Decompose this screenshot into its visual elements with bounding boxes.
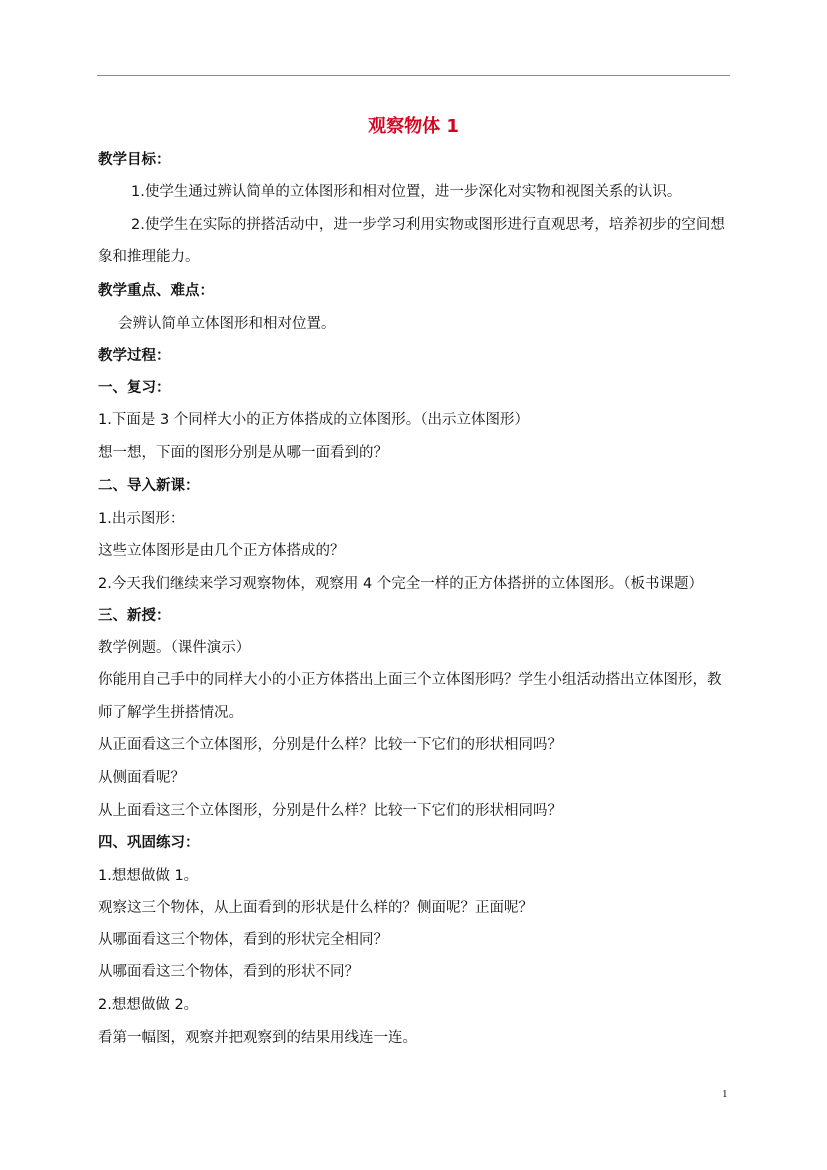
intro-item-1: 1.出示图形： [98, 511, 185, 527]
heading-review: 一、复习： [98, 380, 171, 396]
lesson-activity-continued: 师了解学生拼搭情况。 [98, 705, 243, 721]
header-rule [97, 75, 730, 76]
practice-instruction: 看第一幅图，观察并把观察到的结果用线连一连。 [98, 1030, 417, 1046]
heading-key-points: 教学重点、难点： [98, 283, 214, 299]
intro-question: 这些立体图形是由几个正方体搭成的？ [98, 543, 345, 559]
heading-practice: 四、巩固练习： [98, 835, 200, 851]
objective-2-continued: 象和推理能力。 [98, 249, 200, 265]
review-item-1: 1.下面是 3 个同样大小的正方体搭成的立体图形。（出示立体图形） [98, 412, 530, 428]
practice-item-1: 1.想想做做 1。 [98, 868, 199, 884]
lesson-top-view: 从上面看这三个立体图形，分别是什么样？比较一下它们的形状相同吗？ [98, 803, 562, 819]
heading-new-lesson: 三、新授： [98, 608, 171, 624]
lesson-activity: 你能用自己手中的同样大小的小正方体搭出上面三个立体图形吗？学生小组活动搭出立体图形，教 [98, 672, 722, 688]
practice-question-1: 观察这三个物体，从上面看到的形状是什么样的？侧面呢？正面呢？ [98, 900, 533, 916]
practice-item-2: 2.想想做做 2。 [98, 997, 199, 1013]
review-question: 想一想，下面的图形分别是从哪一面看到的？ [98, 445, 388, 461]
heading-objectives: 教学目标： [98, 152, 171, 168]
practice-question-2: 从哪面看这三个物体，看到的形状完全相同？ [98, 932, 388, 948]
intro-item-2: 2.今天我们继续来学习观察物体，观察用 4 个完全一样的正方体搭拼的立体图形。（板书课题） [98, 576, 704, 592]
objective-2: 2.使学生在实际的拼搭活动中，进一步学习利用实物或图形进行直观思考，培养初步的空间想 [131, 217, 725, 233]
practice-question-3: 从哪面看这三个物体，看到的形状不同？ [98, 964, 359, 980]
objective-1: 1.使学生通过辨认简单的立体图形和相对位置，进一步深化对实物和视图关系的认识。 [131, 184, 682, 200]
page-number: 1 [722, 1088, 728, 1100]
key-points-text: 会辨认简单立体图形和相对位置。 [118, 316, 336, 332]
lesson-front-view: 从正面看这三个立体图形，分别是什么样？比较一下它们的形状相同吗？ [98, 737, 562, 753]
lesson-side-view: 从侧面看呢？ [98, 770, 185, 786]
heading-introduction: 二、导入新课： [98, 478, 200, 494]
lesson-example: 教学例题。（课件演示） [98, 640, 251, 656]
heading-process: 教学过程： [98, 348, 171, 364]
document-title: 观察物体 1 [368, 116, 459, 137]
